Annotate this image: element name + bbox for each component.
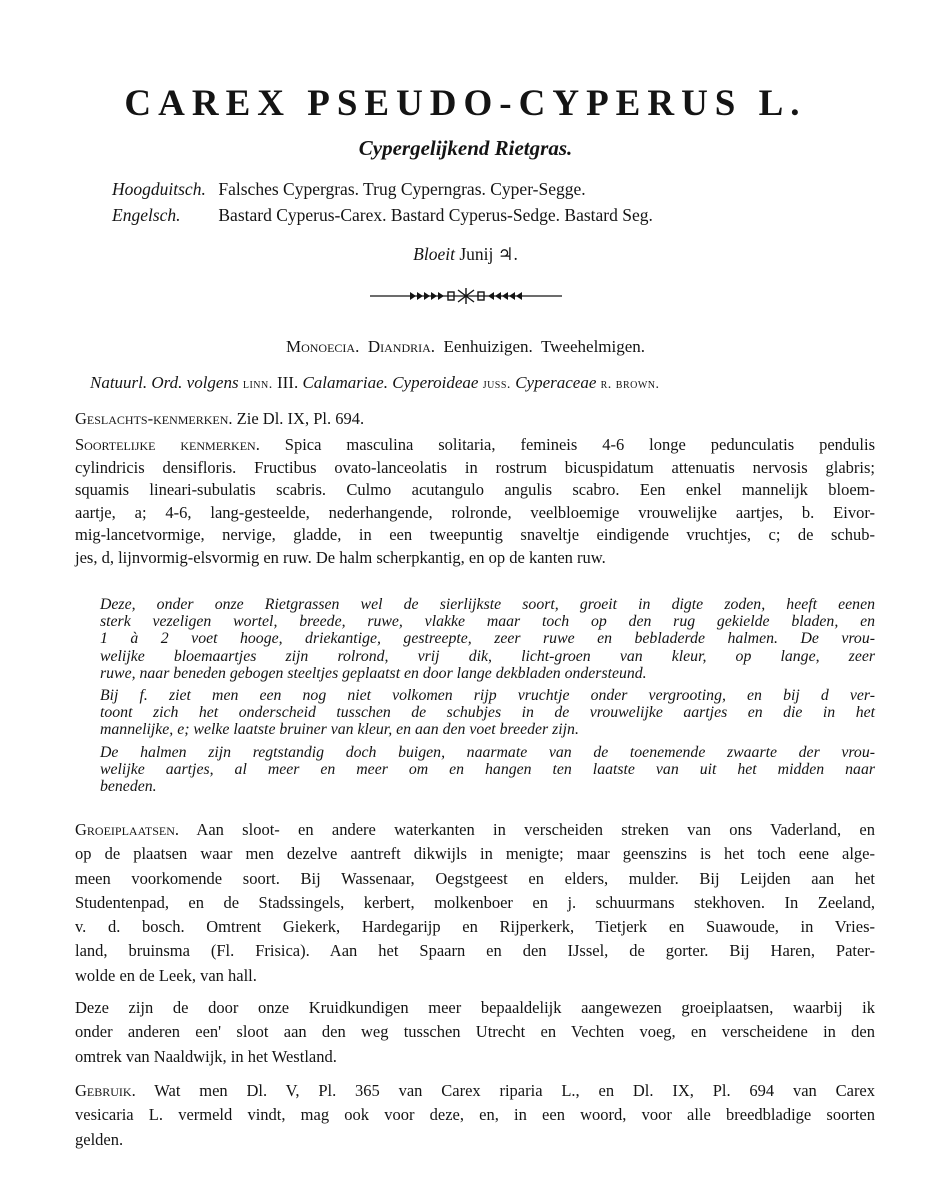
habitats (75, 818, 875, 988)
ornament-divider (370, 287, 562, 305)
german-label: Hoogduitsch. (112, 179, 206, 199)
german-names: Falsches Cypergras. Trug Cyperngras. Cyper-Segge. (218, 179, 586, 199)
order-cyperoideae: Cyperoideae (392, 373, 479, 392)
text-line: gelden. (75, 1129, 124, 1149)
observations (100, 596, 875, 800)
natural-order-line (90, 370, 660, 398)
text-line: jes, d, lijnvormig-elsvormig en ruw. De halm scherpkantig, en op de kanten ruw. (75, 547, 606, 567)
class-eenhuizigen: Eenhuizigen. (443, 337, 533, 356)
author-brown: r. brown. (600, 377, 660, 392)
text-line: mig-lancetvormige, nervige, gladde, in een tweepuntig snaveltje eindigende vruchtjes, c; de schub- (75, 525, 875, 545)
class-tweehelmigen: Tweehelmigen. (540, 337, 646, 356)
text-line: onder anderen een' sloot aan den weg tusschen Utrecht en Vechten voeg, en verscheidene in den (75, 1022, 875, 1042)
genus-label: Geslachts-kenmerken. (75, 409, 233, 428)
text-line: Gebruik. Wat men Dl. V, Pl. 365 van Carex riparia L., en Dl. IX, Pl. 694 van Carex (75, 1081, 876, 1100)
text-line: vesicaria L. vermeld vindt, mag ook voor deze, en, in een woord, voor alle breedbladige soorten (75, 1105, 875, 1125)
observation-paragraph (100, 687, 875, 739)
order-cyperaceae: Cyperaceae (515, 373, 597, 392)
text-line: squamis lineari-subulatis scabris. Culmo acutangulo angulis scabro. Een enkel mannelijk bloem- (75, 480, 875, 500)
text-line: cylindricis densifloris. Fructibus ovato-lanceolatis in rostrum bicuspidatum attenuatis nervosis glabris; (75, 457, 875, 477)
common-names (112, 176, 653, 228)
author-juss: juss. (482, 377, 511, 392)
english-names: Bastard Cyperus-Carex. Bastard Cyperus-Sedge. Bastard Seg. (218, 205, 653, 225)
text-line: omtrek van Naaldwijk, in het Westland. (75, 1046, 337, 1066)
text-line: beneden. (100, 778, 157, 796)
habitat-label: Groeiplaatsen. (75, 820, 180, 839)
species-characters (75, 434, 875, 570)
text-line: Soortelijke kenmerken. Spica masculina solitaria, femineis 4-6 longe pedunculatis pendulis (75, 435, 875, 454)
german-names-row (112, 176, 653, 202)
text-line: land, bruinsma (Fl. Frisica). Aan het Spaarn en den IJssel, de gorter. Bij Haren, Pater- (75, 941, 875, 961)
english-label: Engelsch. (112, 205, 181, 225)
text-line: welijke bloemaartjes zijn rolrond, vrij dik, licht-groen van kleur, op lange, zeer (100, 647, 875, 665)
page-subtitle: Cypergelijkend Rietgras. (358, 136, 573, 160)
text-line: op de plaatsen waar men dezelve aantreft dikwijls in menigte; maar geenszins is het toch eene alge- (75, 844, 875, 864)
usage-label: Gebruik. (75, 1081, 136, 1100)
bloom-label: Bloeit (413, 244, 455, 264)
order-calamariae: Calamariae. (302, 373, 388, 392)
text-line: aartje, a; 4-6, lang-gesteelde, nederhangende, rolronde, veelbloemige vrouwelijke aartjes, b. Eivor- (75, 502, 875, 522)
order-label: Natuurl. Ord. volgens (90, 373, 239, 392)
habitats-extra (75, 996, 875, 1069)
text-line: De halmen zijn regtstandig doch buigen, naarmate van de toenemende zwaarte der vrou- (100, 743, 875, 761)
text-line: Groeiplaatsen. Aan sloot- en andere waterkanten in verscheiden streken van ons Vaderland, en (75, 820, 875, 839)
text-line: sterk vezeligen wortel, breede, ruwe, vlakke maar toch op den rug gekielde bladen, en (100, 613, 875, 631)
text-line: v. d. bosch. Omtrent Giekerk, Hardegarijp en Rijperkerk, Tietjerk en Suawoude, in Vries- (75, 917, 875, 937)
text-line: wolde en de Leek, van hall. (75, 965, 257, 985)
genus-text: Zie Dl. IX, Pl. 694. (236, 409, 365, 428)
classification-line (0, 334, 931, 360)
author-linn: linn. (242, 377, 273, 392)
observation-paragraph (100, 744, 875, 796)
text-line: meen voorkomende soort. Bij Wassenaar, Oegstgeest en elders, mulder. Bij Leijden aan het (75, 868, 875, 888)
text-line: welijke aartjes, al meer en meer om en hangen ten laatste van uit het midden naar (100, 760, 875, 778)
order-number: III. (276, 373, 299, 392)
english-names-row (112, 202, 653, 228)
class-diandria: Diandria. (367, 337, 436, 356)
text-line: Deze zijn de door onze Kruidkundigen meer bepaaldelijk aangewezen groeiplaatsen, waarbij ik (75, 998, 875, 1017)
text-line: Studentenpad, en de Stadssingels, kerbert, molkenboer en j. schuurmans stekhoven. In Zeeland, (75, 892, 875, 912)
perennial-symbol: ♃. (497, 244, 518, 264)
genus-characters (75, 408, 875, 431)
species-label: Soortelijke kenmerken. (75, 435, 260, 454)
text-line: Bij f. ziet men een nog niet volkomen rijp vruchtje onder vergrooting, en bij d ver- (100, 687, 875, 705)
class-monoecia: Monoecia. (285, 337, 360, 356)
text-line: mannelijke, e; welke laatste bruiner van kleur, en aan den voet breeder zijn. (100, 721, 579, 739)
bloom-month: Junij (459, 244, 494, 264)
bloom-line (0, 241, 931, 267)
text-line: toont zich het onderscheid tusschen de schubjes in de vrouwelijke aartjes en die in het (100, 704, 875, 722)
text-line: ruwe, naar beneden gebogen steeltjes geplaatst en door lange dekbladen ondersteund. (100, 664, 647, 682)
text-line: Deze, onder onze Rietgrassen wel de sierlijkste soort, groeit in digte zoden, heeft eenen (100, 596, 875, 613)
text-line: 1 à 2 voet hooge, driekantige, gestreepte, zeer ruwe en bebladerde halmen. De vrou- (100, 630, 875, 648)
usage (75, 1079, 875, 1152)
page-title: CAREX PSEUDO-CYPERUS L. (124, 83, 807, 124)
observation-paragraph (100, 596, 875, 682)
